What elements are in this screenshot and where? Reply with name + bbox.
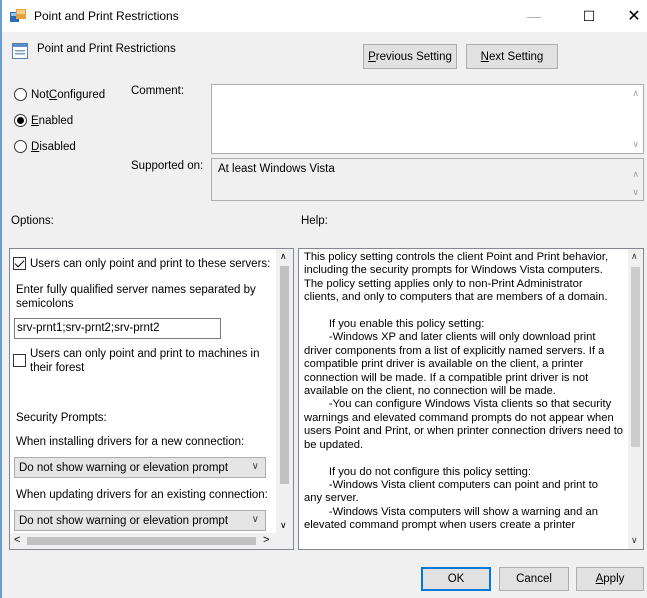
- comment-scroll-up-icon[interactable]: ∧: [632, 88, 639, 98]
- option-servers-row[interactable]: [13, 257, 270, 270]
- existing-connection-label: When updating drivers for an existing connection:: [16, 489, 268, 501]
- radio-disabled[interactable]: [14, 140, 76, 153]
- security-prompts-label: Security Prompts:: [16, 412, 107, 424]
- cancel-label: Cancel: [516, 573, 552, 585]
- help-text: This policy setting controls the client Point and Print behavior, including the security prompts for Windows Vista computers. The policy setting applies only to non-Print Administrator clients, and only to computers that are members of a domain. If you enable this policy setting: -Windows XP and later clients will only download print driver components from a list of explicitly named servers. If a compatible print driver is available on the client, a printer connection will be made. If a compatible print driver is not available on the client, no connection will be made. -You can configure Windows Vista clients so that security warnings and elevated command prompts do not appear when users Point and Print, or when printer connection drivers need to be updated. If you do not configure this policy setting: -Windows Vista client computers can point and print to any server. -Windows Vista computers will show a warning and an elevated command prompt when users create a printer: [304, 251, 624, 532]
- radio-not-configured-label-a: Not: [31, 88, 49, 101]
- apply-label: pply: [603, 573, 625, 585]
- options-hscroll-thumb[interactable]: [27, 537, 256, 545]
- new-connection-label: When installing drivers for a new connection:: [16, 436, 245, 448]
- help-vertical-scrollbar[interactable]: [628, 249, 643, 549]
- next-mnemonic: N: [480, 50, 489, 63]
- servers-checkbox[interactable]: [13, 257, 26, 270]
- radio-not-configured-circle[interactable]: [14, 88, 27, 101]
- server-names-label: Enter fully qualified server names separated by semicolons: [16, 284, 256, 310]
- radio-disabled-mnemonic: D: [31, 140, 40, 153]
- title-bar: [2, 0, 647, 32]
- policy-title: Point and Print Restrictions: [37, 43, 176, 55]
- help-scroll-thumb[interactable]: [631, 267, 640, 447]
- supported-scroll-down-icon[interactable]: ∨: [632, 187, 639, 197]
- new-connection-dropdown[interactable]: [14, 457, 266, 478]
- radio-enabled-label: nabled: [38, 114, 74, 127]
- chevron-down-icon[interactable]: ∨: [251, 514, 259, 525]
- radio-enabled-circle[interactable]: [14, 114, 27, 127]
- next-label: ext Setting: [488, 50, 544, 63]
- help-scroll-up-icon[interactable]: ∧: [631, 251, 638, 261]
- chevron-down-icon[interactable]: ∨: [251, 461, 259, 472]
- options-pane: [9, 248, 294, 550]
- options-horizontal-scrollbar[interactable]: [10, 533, 276, 549]
- radio-enabled-mnemonic: E: [31, 114, 39, 127]
- options-scroll-right-icon[interactable]: >: [263, 534, 270, 546]
- options-scroll-up-icon[interactable]: ∧: [280, 251, 287, 261]
- radio-disabled-circle[interactable]: [14, 140, 27, 153]
- supported-on-value: At least Windows Vista: [218, 163, 335, 175]
- options-scroll-down-icon[interactable]: ∨: [280, 520, 287, 530]
- radio-not-configured[interactable]: [14, 88, 105, 101]
- ok-button[interactable]: [421, 567, 491, 591]
- window-edge: [0, 0, 2, 598]
- radio-not-configured-mnemonic: C: [48, 88, 58, 101]
- apply-button[interactable]: [576, 567, 644, 591]
- comment-textarea[interactable]: [211, 84, 644, 154]
- options-label: Options:: [11, 215, 54, 227]
- help-scroll-down-icon[interactable]: ∨: [631, 535, 638, 545]
- ok-label: OK: [447, 573, 465, 585]
- existing-connection-value: Do not show warning or elevation prompt: [19, 514, 229, 527]
- minimize-button[interactable]: —: [527, 8, 541, 24]
- radio-enabled[interactable]: [14, 114, 73, 127]
- option-forest-row[interactable]: [13, 347, 265, 375]
- radio-not-configured-label-c: onfigured: [57, 88, 106, 101]
- forest-checkbox-label: Users can only point and print to machines in their forest: [30, 348, 260, 374]
- new-connection-value: Do not show warning or elevation prompt: [19, 461, 229, 474]
- close-button[interactable]: ✕: [627, 8, 641, 25]
- options-scroll-thumb[interactable]: [280, 266, 289, 484]
- options-scroll-left-icon[interactable]: <: [14, 534, 21, 546]
- options-vertical-scrollbar[interactable]: [276, 249, 293, 549]
- previous-mnemonic: P: [368, 50, 376, 63]
- supported-on-label: Supported on:: [131, 160, 204, 172]
- supported-scroll-up-icon[interactable]: ∧: [632, 169, 639, 179]
- supported-on-box: [211, 158, 644, 201]
- policy-setting-icon: [12, 43, 28, 59]
- help-label: Help:: [301, 215, 328, 227]
- apply-mnemonic: A: [595, 573, 604, 585]
- previous-label: revious Setting: [375, 50, 452, 63]
- maximize-button[interactable]: ☐: [582, 7, 596, 24]
- existing-connection-dropdown[interactable]: [14, 510, 266, 531]
- window-title: Point and Print Restrictions: [34, 9, 179, 23]
- comment-label: Comment:: [131, 85, 185, 97]
- policy-app-icon: [10, 9, 26, 23]
- next-setting-button[interactable]: [466, 44, 558, 69]
- server-names-input[interactable]: [14, 318, 221, 339]
- radio-disabled-label: isabled: [39, 140, 76, 153]
- servers-checkbox-label: Users can only point and print to these servers:: [30, 257, 271, 270]
- help-pane: [298, 248, 644, 550]
- cancel-button[interactable]: [499, 567, 569, 591]
- server-names-value: srv-prnt1;srv-prnt2;srv-prnt2: [17, 322, 160, 334]
- forest-checkbox[interactable]: [13, 354, 26, 367]
- comment-scroll-down-icon[interactable]: ∨: [632, 139, 639, 149]
- previous-setting-button[interactable]: [363, 44, 457, 69]
